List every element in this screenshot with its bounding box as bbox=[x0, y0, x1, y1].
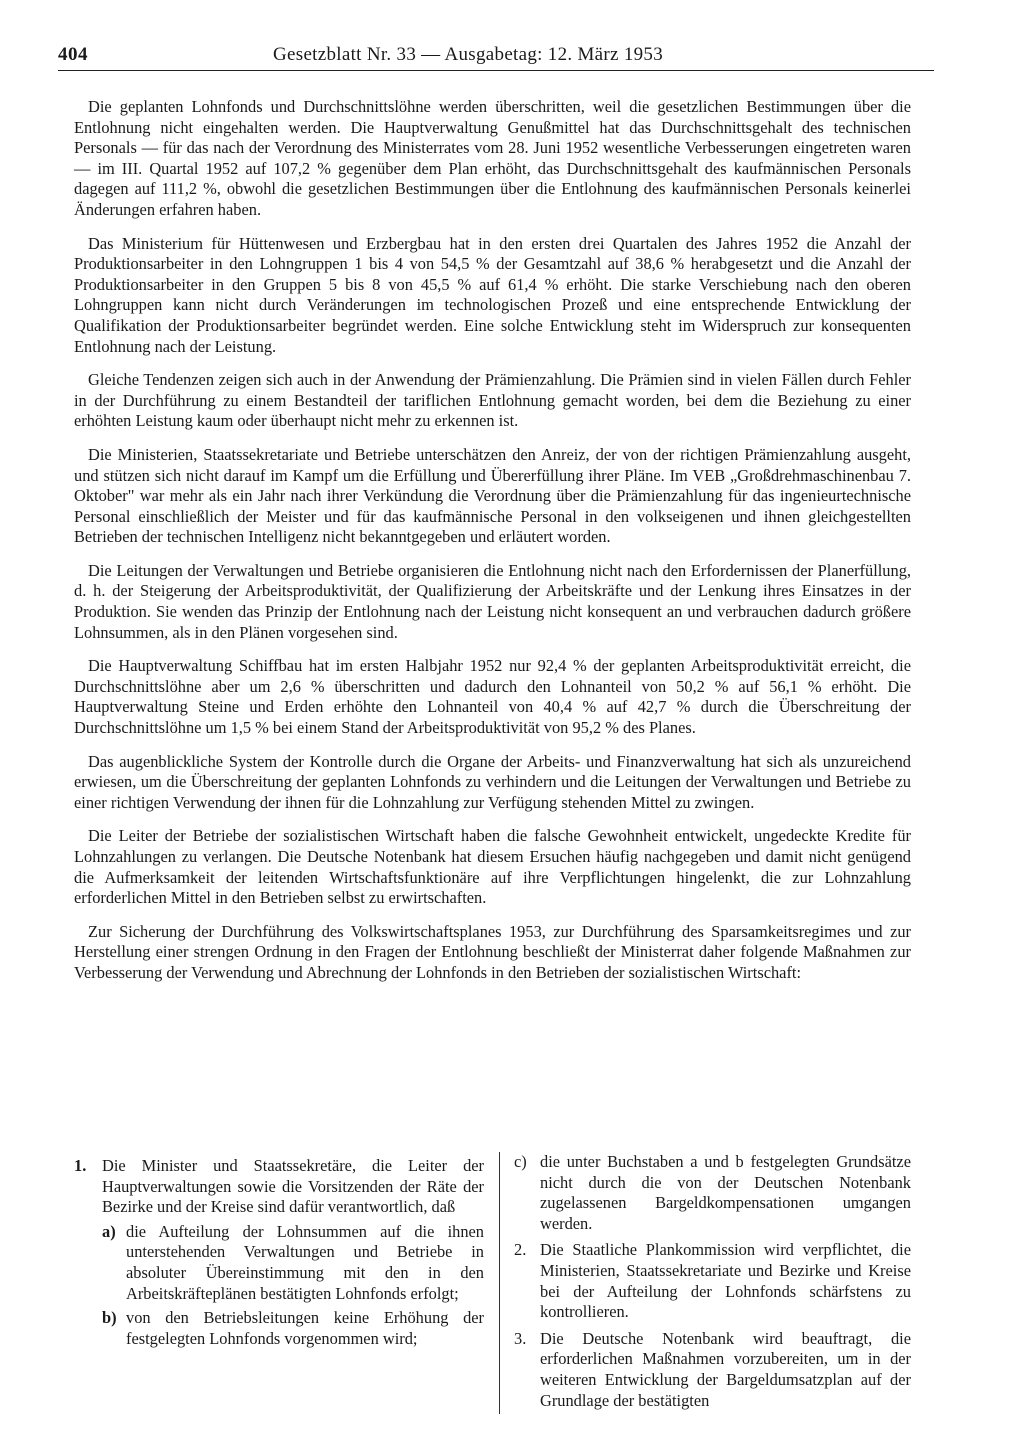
measures-right-column bbox=[514, 1152, 911, 1417]
paragraph: Die Ministerien, Staatssekretariate und Betriebe unterschätzen den Anreiz, der von der richtigen Prämienzahlung ausgeht, und stützen sich nicht darauf im Kampf um die Erfüllung und Übererfüllung ihrer Pläne. Im VEB „Großdrehmaschinenbau 7. Oktober" war mehr als ein Jahr nach ihrer Verkündung die Verordnung über die Prämienzahlung für das ingenieurtechnische Personal einschließlich der Meister und für das kaufmännische Personal in den volkseigenen und ihnen gleichgestellten Betrieben der technischen Intelligenz nicht bekanntgegeben und erläutert worden. bbox=[74, 444, 911, 547]
measures-left-column bbox=[74, 1156, 484, 1349]
page-header bbox=[58, 40, 934, 71]
column-divider bbox=[499, 1152, 500, 1414]
measure-number: 1. bbox=[74, 1156, 87, 1175]
subitem-letter: c) bbox=[514, 1152, 527, 1171]
measure-item-2 bbox=[514, 1240, 911, 1322]
measure-text: Die Minister und Staatssekretäre, die Leiter der Hauptverwaltungen sowie die Vorsitzenden der Räte der Bezirke und der Kreise sind dafür verantwortlich, daß bbox=[102, 1156, 484, 1217]
measure-text: Die Staatliche Plankommission wird verpflichtet, die Ministerien, Staatssekretariate und Bezirke und Kreise bei der Aufteilung der Lohnfonds schärfstens zu kontrollieren. bbox=[540, 1240, 911, 1322]
subitem-letter: b) bbox=[102, 1308, 117, 1328]
paragraph: Die Hauptverwaltung Schiffbau hat im ersten Halbjahr 1952 nur 92,4 % der geplanten Arbeitsproduktivität erreicht, die Durchschnittslöhne aber um 2,6 % überschritten und dadurch den Lohnanteil von 50,2 % auf 56,1 % erhöht. Die Hauptverwaltung Steine und Erden erhöhte den Lohnanteil von 40,4 % auf 42,7 % durch die Überschreitung der Durchschnittslöhne um 1,5 % bei einem Stand der Arbeitsproduktivität von 95,2 % des Planes. bbox=[74, 656, 911, 738]
subitem-text: von den Betriebsleitungen keine Erhöhung der festgelegten Lohnfonds vorgenommen wird; bbox=[126, 1308, 484, 1348]
paragraph: Gleiche Tendenzen zeigen sich auch in der Anwendung der Prämienzahlung. Die Prämien sind in vielen Fällen durch Fehler in der Durchführung zu einem Bestandteil der tariflichen Entlohnung gemacht worden, bei dem die Beziehung zu einer erhöhten Leistung kaum oder überhaupt nicht mehr zu erkennen ist. bbox=[74, 370, 911, 431]
measure-subitem-b bbox=[74, 1308, 484, 1349]
paragraph: Die Leitungen der Verwaltungen und Betriebe organisieren die Entlohnung nicht nach den Erfordernissen der Planerfüllung, d. h. der Steigerung der Arbeitsproduktivität, der Qualifizierung der Arbeitskräfte und der Lenkung ihres Einsatzes in der Produktion. Sie wenden das Prinzip der Entlohnung nach der Leistung nicht konsequent an und verbrauchen dadurch größere Lohnsummen, als in den Plänen vorgesehen sind. bbox=[74, 560, 911, 642]
measure-number: 3. bbox=[514, 1328, 527, 1348]
paragraph: Das Ministerium für Hüttenwesen und Erzbergbau hat in den ersten drei Quartalen des Jahres 1952 die Anzahl der Produktionsarbeiter in den Lohngruppen 1 bis 4 von 54,5 % der Gesamtzahl auf 38,6 % herabgesetzt und die Anzahl der Produktionsarbeiter in den Gruppen 5 bis 8 von 45,5 % auf 61,4 % erhöht. Die starke Verschiebung nach den oberen Lohngruppen kann nicht durch Veränderungen im technologischen Prozeß und eine entsprechende Entwicklung der Qualifikation der Produktionsarbeiter begründet werden. Eine solche Entwicklung steht im Widerspruch zur konsequenten Entlohnung nach der Leistung. bbox=[74, 233, 911, 356]
paragraph: Die Leiter der Betriebe der sozialistischen Wirtschaft haben die falsche Gewohnheit entwickelt, ungedeckte Kredite für Lohnzahlungen zu verlangen. Die Deutsche Notenbank hat diesem Ersuchen häufig nachgegeben und damit nicht genügend die Aufmerksamkeit der leitenden Wirtschaftsfunktionäre auf ihre Verpflichtungen hingelenkt, die zur Lohnzahlung erforderlichen Mittel in den Betrieben selbst zu erwirtschaften. bbox=[74, 826, 911, 908]
measure-subitem-c bbox=[514, 1152, 911, 1234]
measure-item-3 bbox=[514, 1329, 911, 1411]
paragraph: Die geplanten Lohnfonds und Durchschnittslöhne werden überschritten, weil die gesetzlichen Bestimmungen über die Entlohnung nicht eingehalten werden. Die Hauptverwaltung Genußmittel hat das Durchschnittsgehalt des technischen Personals — für das nach der Verordnung des Ministerrates vom 28. Juni 1952 wesentliche Verbesserungen eingetreten waren — im III. Quartal 1952 auf 107,2 % gegenüber dem Plan erhöht, das Durchschnittsgehalt des kaufmännischen Personals dagegen auf 111,2 %, obwohl die gesetzlichen Bestimmungen über die Entlohnung des kaufmännischen Personals keinerlei Änderungen erfahren haben. bbox=[74, 97, 911, 219]
paragraph: Das augenblickliche System der Kontrolle durch die Organe der Arbeits- und Finanzverwaltung hat sich als unzureichend erwiesen, um die Überschreitung der geplanten Lohnfonds zu verhindern und die Leitungen der Verwaltungen und Betriebe zu einer richtigen Verwendung der ihnen für die Lohnzahlung zur Verfügung stehenden Mittel zu zwingen. bbox=[74, 751, 911, 812]
page-number: 404 bbox=[58, 44, 88, 65]
measures-columns bbox=[74, 1152, 911, 1432]
measure-number: 2. bbox=[514, 1240, 527, 1260]
measure-item-1 bbox=[74, 1156, 484, 1218]
gazette-title: Gesetzblatt Nr. 33 — Ausgabetag: 12. März 1953 bbox=[273, 44, 664, 65]
measure-text: Die Deutsche Notenbank wird beauftragt, die erforderlichen Maßnahmen vorzubereiten, um in der weiteren Entwicklung der Bargeldumsatzplan auf der Grundlage der bestätigten bbox=[540, 1328, 911, 1410]
subitem-text: die unter Buchstaben a und b festgelegten Grundsätze nicht durch die von der Deutschen Notenbank zugelassenen Bargeldkompensationen umgangen werden. bbox=[540, 1152, 911, 1233]
paragraph: Zur Sicherung der Durchführung des Volkswirtschaftsplanes 1953, zur Durchführung des Sparsamkeitsregimes und zur Herstellung einer strengen Ordnung in den Fragen der Entlohnung beschließt der Ministerrat daher folgende Maßnahmen zur Verbesserung der Verwendung und Abrechnung der Lohnfonds in den Betrieben der sozialistischen Wirtschaft: bbox=[74, 921, 911, 982]
subitem-letter: a) bbox=[102, 1221, 116, 1241]
measure-subitem-a bbox=[74, 1222, 484, 1304]
body-text bbox=[74, 97, 911, 997]
subitem-text: die Aufteilung der Lohnsummen auf die ihnen unterstehenden Verwaltungen und Betriebe in absoluter Übereinstimmung mit den in den Arbeitskräfteplänen bestätigten Lohnfonds erfolgt; bbox=[126, 1221, 484, 1303]
